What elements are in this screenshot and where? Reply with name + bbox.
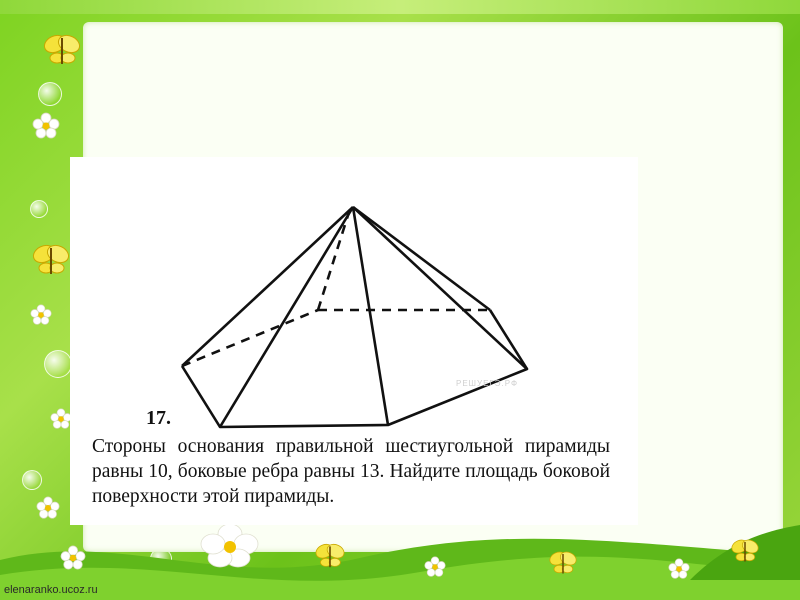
lateral-edge <box>353 207 490 310</box>
lateral-edge <box>353 207 388 425</box>
flower-icon <box>30 304 52 326</box>
bubble-decoration <box>44 350 72 378</box>
bubble-decoration <box>30 200 48 218</box>
flower-icon <box>668 558 690 580</box>
flower-icon <box>424 556 446 578</box>
watermark-text: РЕШУЕГЭ.РФ <box>456 379 519 388</box>
visible-base-edges <box>182 310 527 427</box>
problem-number: 17. <box>146 407 171 429</box>
butterfly-icon <box>548 548 578 578</box>
site-url: elenaranko.ucoz.ru <box>4 584 98 596</box>
frame-top-strip <box>0 0 800 14</box>
lateral-edge <box>353 207 527 369</box>
bubble-decoration <box>22 470 42 490</box>
hidden-base-edge <box>182 310 318 366</box>
butterfly-icon <box>730 536 760 566</box>
problem-statement: Стороны основания правильной шестиугольной пирамиды равны 10, боковые ребра равны 13. Найдите площадь боковой поверхности этой пирамиды. <box>92 436 610 507</box>
lateral-edge <box>220 207 353 427</box>
hidden-edges <box>182 209 490 366</box>
flower-icon <box>60 545 86 571</box>
flower-icon <box>50 408 72 430</box>
lateral-edge <box>182 207 353 366</box>
flower-icon <box>36 496 60 520</box>
butterfly-icon <box>30 240 72 280</box>
problem-card <box>70 157 638 525</box>
bubble-decoration <box>38 82 62 106</box>
hexagonal-pyramid-diagram <box>70 157 638 437</box>
butterfly-icon <box>42 30 82 70</box>
butterfly-icon <box>314 540 346 572</box>
flower-icon <box>32 112 60 140</box>
flower-icon <box>200 522 260 568</box>
